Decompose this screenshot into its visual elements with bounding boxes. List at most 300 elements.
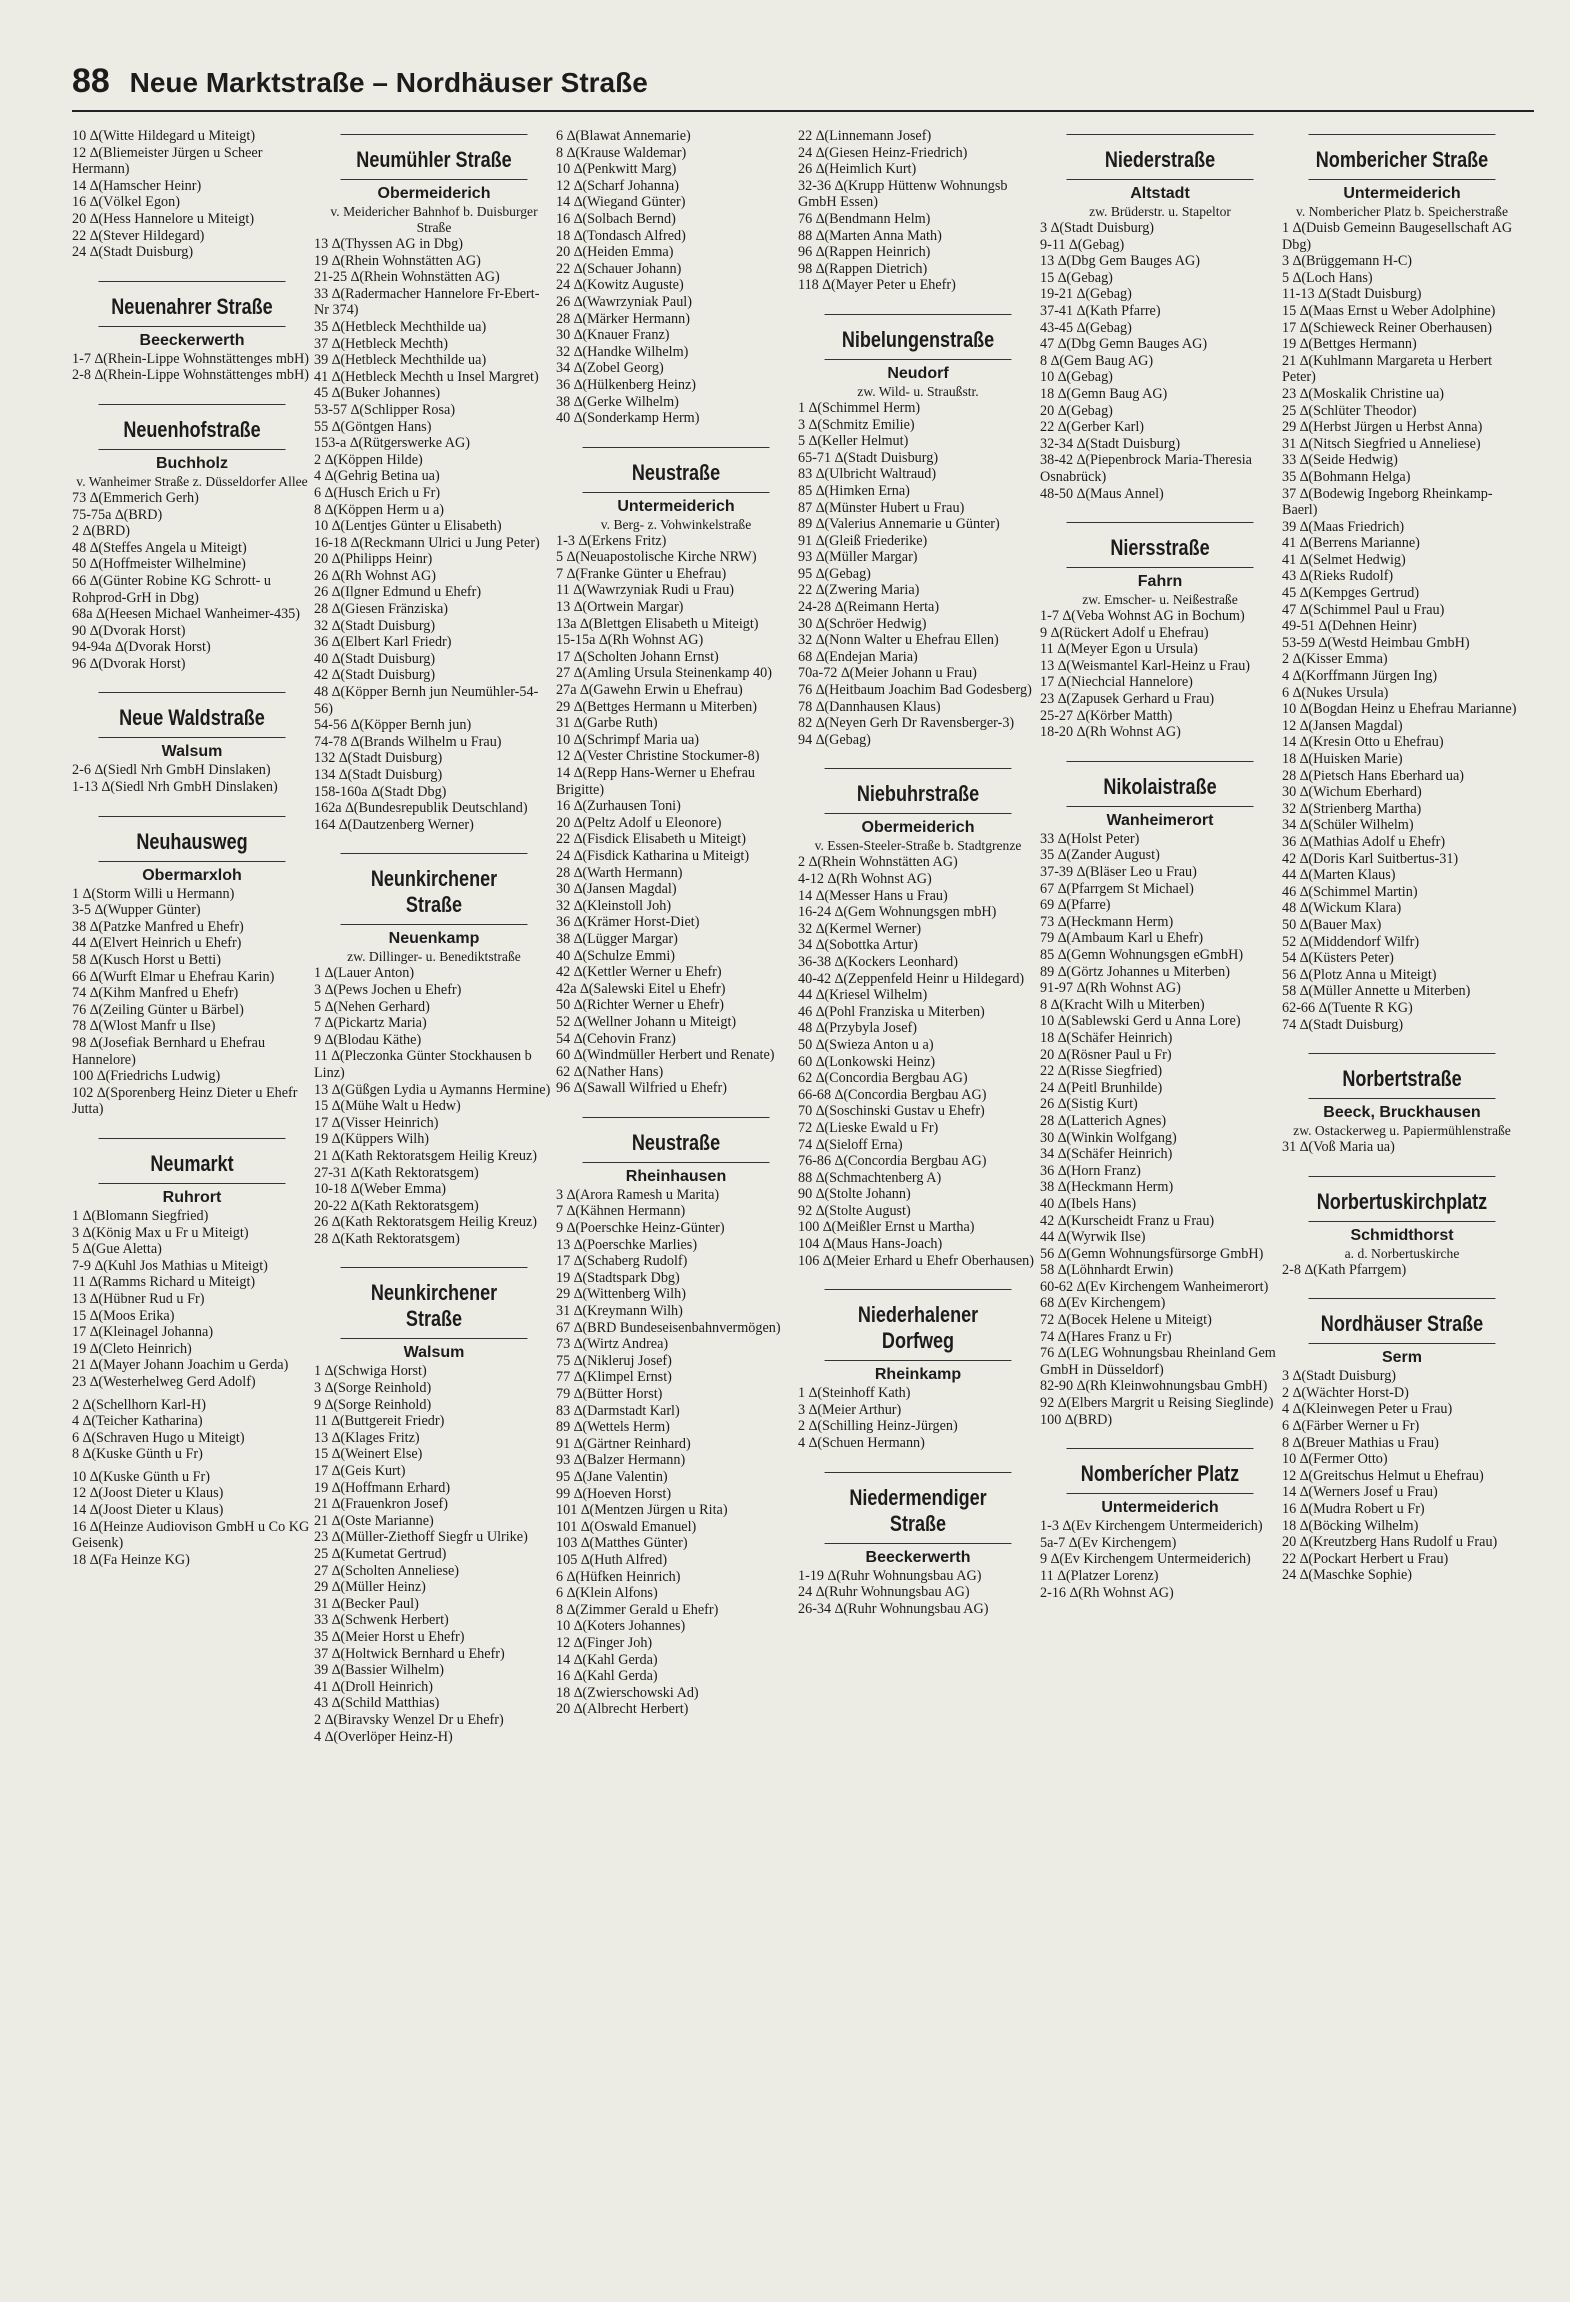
- address-entry: 16-24 ∆(Gem Wohnungsgen mbH): [798, 904, 997, 921]
- address-entry: 100 ∆(BRD): [1040, 1411, 1113, 1428]
- address-entry: 118 ∆(Mayer Peter u Ehefr): [798, 277, 956, 294]
- street-range-note: v. Meidericher Bahnhof b. Duisburger Straße: [330, 204, 538, 235]
- address-entry: 76 ∆(LEG Wohnungsbau Rheinland Gem GmbH in Düsseldorf): [1040, 1345, 1280, 1378]
- address-entry: 41 ∆(Selmet Hedwig): [1282, 551, 1406, 568]
- address-entry: 98 ∆(Josefiak Bernhard u Ehefrau Hannelore): [72, 1035, 269, 1068]
- directory-columns: [72, 128, 1534, 2278]
- address-entry: 9 ∆(Rückert Adolf u Ehefrau): [1040, 624, 1209, 641]
- street-range-note: zw. Wild- u. Straußstr.: [857, 383, 979, 399]
- address-entry: 87 ∆(Münster Hubert u Frau): [798, 499, 965, 516]
- address-entry: 8 ∆(Kracht Wilh u Miterben): [1040, 996, 1205, 1013]
- address-entry: 56 ∆(Gemn Wohnungsfürsorge GmbH): [1040, 1245, 1264, 1262]
- address-entry: 73 ∆(Emmerich Gerh): [72, 489, 199, 506]
- address-entry: 47 ∆(Dbg Gemn Bauges AG): [1040, 336, 1208, 353]
- district-name: Rheinkamp: [874, 1366, 962, 1384]
- address-entry: 2-8 ∆(Rhein-Lippe Wohnstättenges mbH): [72, 367, 309, 384]
- address-entry: 6 ∆(Färber Werner u Fr): [1282, 1418, 1420, 1435]
- address-entry: 83 ∆(Darmstadt Karl): [556, 1402, 680, 1419]
- address-entry: 82-90 ∆(Rh Kleinwohnungsbau GmbH): [1040, 1378, 1268, 1395]
- address-entry: 158-160a ∆(Stadt Dbg): [314, 783, 447, 800]
- address-entry: 78 ∆(Wlost Manfr u Ilse): [72, 1018, 216, 1035]
- street-heading: Neustraße: [583, 447, 770, 493]
- address-entry: 2-6 ∆(Siedl Nrh GmbH Dinslaken): [72, 762, 271, 779]
- address-entry: 44 ∆(Elvert Heinrich u Ehefr): [72, 935, 242, 952]
- address-entry: 67 ∆(BRD Bundeseisenbahnvermögen): [556, 1319, 781, 1336]
- address-entry: 12 ∆(Joost Dieter u Klaus): [72, 1485, 224, 1502]
- address-entry: 48-50 ∆(Maus Annel): [1040, 485, 1164, 502]
- address-entry: 1 ∆(Blomann Siegfried): [72, 1207, 209, 1224]
- address-entry: 10 ∆(Koters Johannes): [556, 1618, 686, 1635]
- address-entry: 2 ∆(Schellhorn Karl-H): [72, 1396, 206, 1413]
- address-entry: 24 ∆(Peitl Brunhilde): [1040, 1079, 1163, 1096]
- column-4: [798, 128, 1038, 2278]
- address-entry: 6 ∆(Nukes Ursula): [1282, 684, 1389, 701]
- address-entry: 68 ∆(Ev Kirchengem): [1040, 1295, 1166, 1312]
- address-entry: 16 ∆(Heinze Audiovison GmbH u Co KG Geisenk): [72, 1518, 313, 1552]
- street-range-note: v. Essen-Steeler-Straße b. Stadtgrenze: [814, 838, 1022, 854]
- column-5: [1040, 128, 1280, 2278]
- address-entry: 3 ∆(Arora Ramesh u Marita): [556, 1186, 720, 1203]
- address-entry: 82 ∆(Neyen Gerh Dr Ravensberger-3): [798, 715, 1015, 732]
- address-entry: 15-15a ∆(Rh Wohnst AG): [556, 632, 704, 649]
- address-entry: 32 ∆(Nonn Walter u Ehefrau Ellen): [798, 632, 999, 649]
- address-entry: 60-62 ∆(Ev Kirchengem Wanheimerort): [1040, 1278, 1269, 1295]
- street-heading: Neuenhofstraße: [99, 404, 286, 450]
- address-entry: 30 ∆(Jansen Magdal): [556, 881, 677, 898]
- district-name: Fahrn: [1137, 573, 1183, 591]
- address-entry: 21 ∆(Frauenkron Josef): [314, 1496, 448, 1513]
- address-entry: 15 ∆(Moos Erika): [72, 1307, 175, 1324]
- address-entry: 10 ∆(Bogdan Heinz u Ehefrau Marianne): [1282, 701, 1517, 718]
- address-entry: 54 ∆(Cehovin Franz): [556, 1030, 676, 1047]
- street-heading: Niederstraße: [1067, 134, 1254, 180]
- address-entry: 44 ∆(Marten Klaus): [1282, 867, 1396, 884]
- address-entry: 89 ∆(Görtz Johannes u Miterben): [1040, 963, 1230, 980]
- address-entry: 43-45 ∆(Gebag): [1040, 319, 1132, 336]
- address-entry: 78 ∆(Dannhausen Klaus): [798, 698, 941, 715]
- address-entry: 44 ∆(Kriesel Wilhelm): [798, 987, 928, 1004]
- address-entry: 95 ∆(Gebag): [798, 565, 871, 582]
- address-entry: 10 ∆(Schrimpf Maria ua): [556, 731, 700, 748]
- address-entry: 22 ∆(Gerber Karl): [1040, 419, 1145, 436]
- address-entry: 103 ∆(Matthes Günter): [556, 1535, 688, 1552]
- address-entry: 16 ∆(Kahl Gerda): [556, 1668, 658, 1685]
- address-entry: 39 ∆(Hetbleck Mechthilde ua): [314, 352, 487, 369]
- address-entry: 70 ∆(Soschinski Gustav u Ehefr): [798, 1103, 985, 1120]
- address-entry: 100 ∆(Meißler Ernst u Martha): [798, 1219, 975, 1236]
- address-entry: 4-12 ∆(Rh Wohnst AG): [798, 871, 932, 887]
- address-entry: 30 ∆(Schröer Hedwig): [798, 615, 927, 632]
- address-entry: 52 ∆(Middendorf Wilfr): [1282, 933, 1420, 950]
- address-entry: 16 ∆(Zurhausen Toni): [556, 798, 681, 815]
- address-entry: 89 ∆(Valerius Annemarie u Günter): [798, 516, 1000, 533]
- address-entry: 40-42 ∆(Zeppenfeld Heinr u Hildegard): [798, 970, 1025, 987]
- address-entry: 9 ∆(Ev Kirchengem Untermeiderich): [1040, 1551, 1251, 1568]
- address-entry: 20 ∆(Gebag): [1040, 402, 1113, 419]
- address-entry: 62 ∆(Concordia Bergbau AG): [798, 1070, 968, 1087]
- address-entry: 9 ∆(Blodau Käthe): [314, 1031, 422, 1048]
- address-entry: 13 ∆(Güßgen Lydia u Aymanns Hermine): [314, 1081, 551, 1098]
- address-entry: 96 ∆(Rappen Heinrich): [798, 244, 931, 261]
- address-entry: 48 ∆(Wickum Klara): [1282, 900, 1402, 917]
- address-entry: 39 ∆(Bassier Wilhelm): [314, 1662, 444, 1679]
- address-entry: 24 ∆(Fisdick Katharina u Miteigt): [556, 847, 750, 864]
- address-entry: 3-5 ∆(Wupper Günter): [72, 902, 201, 919]
- address-entry: 75 ∆(Nikleruj Josef): [556, 1352, 672, 1369]
- street-heading: Niederhalener Dorfweg: [825, 1289, 1012, 1361]
- address-entry: 69 ∆(Pfarre): [1040, 897, 1111, 914]
- address-entry: 35 ∆(Bohmann Helga): [1282, 468, 1411, 485]
- address-entry: 17 ∆(Schaberg Rudolf): [556, 1253, 688, 1270]
- address-entry: 47 ∆(Schimmel Paul u Frau): [1282, 601, 1445, 618]
- street-heading: Niedermendiger Straße: [825, 1472, 1012, 1544]
- address-entry: 8 ∆(Gem Baug AG): [1040, 352, 1154, 369]
- address-entry: 101 ∆(Oswald Emanuel): [556, 1518, 697, 1535]
- address-entry: 15 ∆(Mühe Walt u Hedw): [314, 1098, 461, 1115]
- column-1: [72, 128, 312, 2278]
- address-entry: 18 ∆(Gemn Baug AG): [1040, 385, 1168, 402]
- address-entry: 14 ∆(Joost Dieter u Klaus): [72, 1502, 224, 1519]
- address-entry: 1-3 ∆(Erkens Fritz): [556, 532, 667, 549]
- address-entry: 74 ∆(Stadt Duisburg): [1282, 1016, 1404, 1033]
- district-name: Beeckerwerth: [139, 331, 245, 349]
- district-name: Wanheimerort: [1106, 811, 1214, 829]
- address-entry: 73 ∆(Heckmann Herm): [1040, 913, 1174, 930]
- address-entry: 38 ∆(Patzke Manfred u Ehefr): [72, 918, 244, 935]
- address-entry: 35 ∆(Hetbleck Mechthilde ua): [314, 318, 487, 335]
- address-entry: 19 ∆(Bettges Hermann): [1282, 336, 1417, 353]
- page-header: [72, 62, 648, 101]
- address-entry: 56 ∆(Plotz Anna u Miteigt): [1282, 966, 1437, 983]
- address-entry: 53-57 ∆(Schlipper Rosa): [314, 401, 456, 418]
- address-entry: 32 ∆(Handke Wilhelm): [556, 343, 689, 360]
- district-name: Obermarxloh: [142, 866, 242, 884]
- address-entry: 164 ∆(Dautzenberg Werner): [314, 816, 474, 833]
- address-entry: 26 ∆(Kath Rektoratsgem Heilig Kreuz): [314, 1214, 538, 1231]
- street-range-note: zw. Ostackerweg u. Papiermühlenstraße: [1293, 1123, 1511, 1139]
- district-name: Beeck, Bruckhausen: [1323, 1104, 1481, 1122]
- address-entry: 26 ∆(Ilgner Edmund u Ehefr): [314, 584, 482, 601]
- address-entry: 12 ∆(Vester Christine Stockumer-8): [556, 748, 760, 765]
- address-entry: 11 ∆(Wawrzyniak Rudi u Frau): [556, 582, 735, 599]
- address-entry: 23 ∆(Westerhelweg Gerd Adolf): [72, 1373, 256, 1390]
- address-entry: 24 ∆(Stadt Duisburg): [72, 244, 194, 261]
- address-entry: 20 ∆(Albrecht Herbert): [556, 1701, 689, 1718]
- address-entry: 11 ∆(Ramms Richard u Miteigt): [72, 1274, 256, 1291]
- address-entry: 48 ∆(Köpper Bernh jun Neumühler-54-56): [314, 684, 539, 717]
- address-entry: 72 ∆(Bocek Helene u Miteigt): [1040, 1312, 1212, 1329]
- address-entry: 1 ∆(Lauer Anton): [314, 965, 415, 982]
- address-entry: 20-22 ∆(Kath Rektoratsgem): [314, 1197, 479, 1214]
- address-entry: 38 ∆(Lügger Margar): [556, 930, 678, 947]
- address-entry: 5 ∆(Loch Hans): [1282, 269, 1373, 286]
- address-entry: 8 ∆(Zimmer Gerald u Ehefr): [556, 1601, 719, 1618]
- address-entry: 36-38 ∆(Kockers Leonhard): [798, 953, 958, 970]
- address-entry: 21 ∆(Kuhlmann Margareta u Herbert Peter): [1282, 352, 1496, 386]
- district-name: Walsum: [403, 1344, 465, 1362]
- address-entry: 48 ∆(Przybyla Josef): [798, 1020, 918, 1037]
- address-entry: 54-56 ∆(Köpper Bernh jun): [314, 717, 472, 734]
- address-entry: 16 ∆(Solbach Bernd): [556, 210, 676, 227]
- address-entry: 13 ∆(Poerschke Marlies): [556, 1236, 698, 1253]
- address-entry: 33 ∆(Radermacher Hannelore Fr-Ebert-Nr 374): [314, 285, 540, 319]
- address-entry: 88 ∆(Schmachtenberg A): [798, 1169, 942, 1186]
- address-entry: 20 ∆(Kreutzberg Hans Rudolf u Frau): [1282, 1534, 1498, 1551]
- address-entry: 39 ∆(Maas Friedrich): [1282, 518, 1405, 535]
- address-entry: 37 ∆(Holtwick Bernhard u Ehefr): [314, 1645, 505, 1662]
- address-entry: 30 ∆(Knauer Franz): [556, 327, 670, 344]
- address-entry: 46 ∆(Schimmel Martin): [1282, 883, 1418, 900]
- street-range-note: zw. Brüderstr. u. Stapeltor: [1089, 204, 1231, 219]
- address-entry: 3 ∆(Sorge Reinhold): [314, 1380, 432, 1397]
- address-entry: 10-18 ∆(Weber Emma): [314, 1181, 447, 1198]
- address-entry: 21 ∆(Oste Marianne): [314, 1512, 434, 1529]
- address-entry: 17 ∆(Kleinagel Johanna): [72, 1324, 214, 1341]
- address-entry: 96 ∆(Dvorak Horst): [72, 655, 186, 672]
- address-entry: 5 ∆(Nehen Gerhard): [314, 998, 430, 1015]
- address-entry: 50 ∆(Bauer Max): [1282, 916, 1382, 933]
- district-name: Altstadt: [1130, 185, 1190, 202]
- street-range-note: zw. Emscher- u. Neißestraße: [1082, 592, 1238, 608]
- address-entry: 106 ∆(Meier Erhard u Ehefr Oberhausen): [798, 1252, 1034, 1269]
- address-entry: 100 ∆(Friedrichs Ludwig): [72, 1068, 221, 1085]
- address-entry: 22 ∆(Pockart Herbert u Frau): [1282, 1550, 1449, 1567]
- address-entry: 74 ∆(Hares Franz u Fr): [1040, 1328, 1172, 1345]
- address-entry: 32 ∆(Stadt Duisburg): [314, 617, 436, 634]
- address-entry: 42 ∆(Kettler Werner u Ehefr): [556, 964, 722, 981]
- address-entry: 13 ∆(Thyssen AG in Dbg): [314, 236, 463, 252]
- address-entry: 28 ∆(Pietsch Hans Eberhard ua): [1282, 767, 1465, 784]
- address-entry: 13 ∆(Ortwein Margar): [556, 599, 684, 616]
- address-entry: 15 ∆(Weinert Else): [314, 1446, 423, 1463]
- address-entry: 38 ∆(Gerke Wilhelm): [556, 393, 679, 410]
- address-entry: 40 ∆(Stadt Duisburg): [314, 650, 436, 667]
- address-entry: 36 ∆(Hülkenberg Heinz): [556, 376, 697, 393]
- address-entry: 28 ∆(Latterich Agnes): [1040, 1112, 1167, 1129]
- address-entry: 10 ∆(Sablewski Gerd u Anna Lore): [1040, 1013, 1241, 1030]
- address-entry: 134 ∆(Stadt Duisburg): [314, 767, 443, 783]
- address-entry: 38 ∆(Heckmann Herm): [1040, 1179, 1174, 1196]
- address-entry: 6 ∆(Schraven Hugo u Miteigt): [72, 1429, 245, 1446]
- address-entry: 34 ∆(Schüler Wilhelm): [1282, 817, 1414, 834]
- street-range-note: zw. Dillinger- u. Benediktstraße: [347, 949, 521, 965]
- address-entry: 76 ∆(Heitbaum Joachim Bad Godesberg): [798, 682, 1032, 699]
- address-entry: 23 ∆(Moskalik Christine ua): [1282, 385, 1444, 402]
- address-entry: 102 ∆(Sporenberg Heinz Dieter u Ehefr Jutta): [72, 1084, 302, 1118]
- address-entry: 7 ∆(Franke Günter u Ehefrau): [556, 565, 727, 582]
- address-entry: 101 ∆(Mentzen Jürgen u Rita): [556, 1502, 728, 1519]
- address-entry: 90 ∆(Stolte Johann): [798, 1186, 911, 1203]
- address-entry: 42 ∆(Kurscheidt Franz u Frau): [1040, 1212, 1215, 1229]
- address-entry: 76 ∆(Bendmann Helm): [798, 210, 931, 227]
- address-entry: 2 ∆(Kisser Emma): [1282, 651, 1388, 668]
- address-entry: 76-86 ∆(Concordia Bergbau AG): [798, 1153, 987, 1170]
- address-entry: 94-94a ∆(Dvorak Horst): [72, 639, 211, 656]
- address-entry: 26-34 ∆(Ruhr Wohnungsbau AG): [798, 1600, 989, 1617]
- address-entry: 3 ∆(Stadt Duisburg): [1282, 1368, 1397, 1385]
- address-entry: 9 ∆(Sorge Reinhold): [314, 1396, 432, 1413]
- address-entry: 25 ∆(Schlüter Theodor): [1282, 402, 1417, 419]
- address-entry: 79 ∆(Bütter Horst): [556, 1386, 663, 1402]
- address-entry: 14 ∆(Wiegand Günter): [556, 194, 686, 211]
- address-entry: 42 ∆(Doris Karl Suitbertus-31): [1282, 850, 1459, 867]
- address-entry: 7-9 ∆(Kuhl Jos Mathias u Miteigt): [72, 1257, 268, 1274]
- address-entry: 46 ∆(Pohl Franziska u Miterben): [798, 1003, 985, 1020]
- address-entry: 10 ∆(Fermer Otto): [1282, 1451, 1388, 1468]
- address-entry: 1-19 ∆(Ruhr Wohnungsbau AG): [798, 1567, 982, 1584]
- address-entry: 68 ∆(Endejan Maria): [798, 648, 918, 665]
- address-entry: 92 ∆(Elbers Margrit u Reising Sieglinde): [1040, 1395, 1274, 1412]
- district-name: Neudorf: [887, 364, 949, 382]
- address-entry: 4 ∆(Overlöper Heinz-H): [314, 1728, 453, 1745]
- address-entry: 36 ∆(Krämer Horst-Diet): [556, 914, 700, 931]
- address-entry: 31 ∆(Kreymann Wilh): [556, 1303, 683, 1320]
- street-heading: Nibelungenstraße: [825, 314, 1012, 360]
- address-entry: 13 ∆(Klages Fritz): [314, 1429, 420, 1446]
- address-entry: 3 ∆(Pews Jochen u Ehefr): [314, 981, 462, 998]
- address-entry: 32 ∆(Kermel Werner): [798, 920, 922, 937]
- address-entry: 45 ∆(Buker Johannes): [314, 385, 441, 402]
- address-entry: 14 ∆(Hamscher Heinr): [72, 177, 202, 194]
- address-entry: 10 ∆(Gebag): [1040, 369, 1113, 386]
- address-entry: 18 ∆(Schäfer Heinrich): [1040, 1029, 1173, 1046]
- address-entry: 93 ∆(Balzer Hermann): [556, 1452, 686, 1469]
- address-entry: 4 ∆(Korffmann Jürgen Ing): [1282, 668, 1438, 685]
- address-entry: 76 ∆(Zeiling Günter u Bärbel): [72, 1001, 244, 1018]
- address-entry: 91 ∆(Gleiß Friederike): [798, 532, 928, 549]
- street-heading: Nombericher Straße: [1309, 134, 1496, 180]
- address-entry: 23 ∆(Zapusek Gerhard u Frau): [1040, 691, 1215, 708]
- address-entry: 12 ∆(Finger Joh): [556, 1634, 653, 1651]
- address-entry: 3 ∆(Brüggemann H-C): [1282, 253, 1413, 270]
- address-entry: 11 ∆(Platzer Lorenz): [1040, 1568, 1159, 1584]
- address-entry: 20 ∆(Rösner Paul u Fr): [1040, 1046, 1172, 1063]
- page-number: 88: [72, 62, 110, 100]
- address-entry: 6 ∆(Husch Erich u Fr): [314, 484, 441, 501]
- district-name: Serm: [1381, 1349, 1423, 1367]
- address-entry: 20 ∆(Peltz Adolf u Eleonore): [556, 814, 722, 831]
- address-entry: 77 ∆(Klimpel Ernst): [556, 1369, 672, 1386]
- street-heading: Neunkirchener Straße: [341, 853, 528, 925]
- district-name: Untermeiderich: [1343, 185, 1461, 202]
- address-entry: 11 ∆(Pleczonka Günter Stockhausen b Linz): [314, 1048, 536, 1081]
- address-entry: 35 ∆(Zander August): [1040, 847, 1160, 864]
- address-entry: 17 ∆(Schieweck Reiner Oberhausen): [1282, 319, 1492, 336]
- address-entry: 21-25 ∆(Rhein Wohnstätten AG): [314, 269, 500, 286]
- address-entry: 11-13 ∆(Stadt Duisburg): [1282, 286, 1422, 303]
- address-entry: 22 ∆(Zwering Maria): [798, 582, 920, 599]
- address-entry: 36 ∆(Elbert Karl Friedr): [314, 634, 452, 651]
- address-entry: 1-13 ∆(Siedl Nrh GmbH Dinslaken): [72, 779, 278, 796]
- address-entry: 37-41 ∆(Kath Pfarre): [1040, 302, 1161, 319]
- address-entry: 37 ∆(Bodewig Ingeborg Rheinkamp-Baerl): [1282, 485, 1493, 519]
- address-entry: 6 ∆(Klein Alfons): [556, 1585, 658, 1602]
- district-name: Rheinhausen: [625, 1167, 727, 1185]
- address-entry: 4 ∆(Gehrig Betina ua): [314, 468, 440, 485]
- address-entry: 20 ∆(Hess Hannelore u Miteigt): [72, 210, 255, 227]
- address-entry: 44 ∆(Wyrwik Ilse): [1040, 1229, 1146, 1246]
- district-name: Obermeiderich: [377, 185, 491, 202]
- street-heading: Neue Waldstraße: [99, 692, 286, 738]
- address-entry: 70a-72 ∆(Meier Johann u Frau): [798, 665, 977, 682]
- address-entry: 6 ∆(Hüfken Heinrich): [556, 1568, 681, 1585]
- address-entry: 48 ∆(Steffes Angela u Miteigt): [72, 539, 247, 556]
- column-6: [1282, 128, 1522, 2278]
- address-entry: 6 ∆(Blawat Annemarie): [556, 128, 691, 144]
- street-range-note: a. d. Norbertuskirche: [1344, 1245, 1460, 1261]
- address-entry: 83 ∆(Ulbricht Waltraud): [798, 466, 937, 483]
- address-entry: 1 ∆(Schwiga Horst): [314, 1363, 427, 1380]
- address-entry: 73 ∆(Wirtz Andrea): [556, 1336, 669, 1353]
- address-entry: 68a ∆(Heesen Michael Wanheimer-435): [72, 606, 300, 623]
- address-entry: 18 ∆(Huisken Marie): [1282, 751, 1403, 767]
- address-entry: 33 ∆(Schwenk Herbert): [314, 1612, 449, 1629]
- address-entry: 91 ∆(Gärtner Reinhard): [556, 1435, 691, 1452]
- address-entry: 19 ∆(Stadtspark Dbg): [556, 1269, 680, 1286]
- address-entry: 1-7 ∆(Veba Wohnst AG in Bochum): [1040, 608, 1245, 625]
- address-entry: 20 ∆(Heiden Emma): [556, 244, 674, 261]
- address-entry: 1 ∆(Schimmel Herm): [798, 399, 921, 416]
- address-entry: 18 ∆(Zwierschowski Ad): [556, 1684, 699, 1701]
- address-entry: 2-16 ∆(Rh Wohnst AG): [1040, 1584, 1174, 1601]
- address-entry: 13 ∆(Dbg Gem Bauges AG): [1040, 253, 1200, 270]
- address-entry: 17 ∆(Geis Kurt): [314, 1463, 406, 1480]
- address-entry: 23 ∆(Müller-Ziethoff Siegfr u Ulrike): [314, 1529, 528, 1546]
- column-2: [314, 128, 554, 2278]
- address-entry: 95 ∆(Jane Valentin): [556, 1468, 668, 1485]
- address-entry: 27 ∆(Amling Ursula Steinenkamp 40): [556, 665, 772, 682]
- address-entry: 91-97 ∆(Rh Wohnst AG): [1040, 980, 1181, 997]
- street-heading: Nikolaistraße: [1067, 761, 1254, 807]
- header-rule: [72, 110, 1534, 112]
- address-entry: 12 ∆(Greitschus Helmut u Ehefrau): [1282, 1467, 1484, 1484]
- street-heading: Neumarkt: [99, 1138, 286, 1184]
- address-entry: 40 ∆(Ibels Hans): [1040, 1195, 1137, 1212]
- address-entry: 24 ∆(Ruhr Wohnungsbau AG): [798, 1584, 970, 1601]
- address-entry: 29 ∆(Wittenberg Wilh): [556, 1286, 686, 1303]
- address-entry: 22 ∆(Schauer Johann): [556, 260, 682, 277]
- address-entry: 27-31 ∆(Kath Rektoratsgem): [314, 1164, 479, 1181]
- address-entry: 2 ∆(Biravsky Wenzel Dr u Ehefr): [314, 1711, 504, 1728]
- address-entry: 50 ∆(Swieza Anton u a): [798, 1036, 934, 1053]
- address-entry: 9-11 ∆(Gebag): [1040, 236, 1125, 253]
- address-entry: 32-36 ∆(Krupp Hüttenw Wohnungsb GmbH Essen): [798, 177, 1011, 211]
- address-entry: 3 ∆(Stadt Duisburg): [1040, 220, 1155, 236]
- address-entry: 58 ∆(Müller Annette u Miterben): [1282, 983, 1471, 1000]
- address-entry: 58 ∆(Kusch Horst u Betti): [72, 952, 221, 969]
- address-entry: 34 ∆(Sobottka Artur): [798, 937, 918, 954]
- address-entry: 17 ∆(Scholten Johann Ernst): [556, 648, 719, 665]
- address-entry: 25 ∆(Kumetat Gertrud): [314, 1546, 447, 1562]
- address-entry: 32 ∆(Kleinstoll Joh): [556, 897, 672, 914]
- address-entry: 13a ∆(Blettgen Elisabeth u Miteigt): [556, 615, 759, 632]
- district-name: Walsum: [161, 743, 223, 761]
- address-entry: 21 ∆(Mayer Johann Joachim u Gerda): [72, 1357, 289, 1374]
- address-entry: 14 ∆(Messer Hans u Frau): [798, 887, 948, 904]
- address-entry: 31 ∆(Nitsch Siegfried u Anneliese): [1282, 435, 1481, 452]
- address-entry: 14 ∆(Werners Josef u Frau): [1282, 1484, 1438, 1501]
- address-entry: 18 ∆(Böcking Wilhelm): [1282, 1517, 1419, 1534]
- address-entry: 1 ∆(Duisb Gemeinn Baugesellschaft AG Dbg): [1282, 220, 1516, 253]
- address-entry: 7 ∆(Pickartz Maria): [314, 1015, 427, 1032]
- address-entry: 74 ∆(Kihm Manfred u Ehefr): [72, 985, 239, 1002]
- address-entry: 10 ∆(Witte Hildegard u Miteigt): [72, 128, 256, 144]
- address-entry: 15 ∆(Gebag): [1040, 269, 1113, 286]
- address-entry: 10 ∆(Kuske Günth u Fr): [72, 1468, 210, 1485]
- street-heading: Niersstraße: [1067, 522, 1254, 568]
- address-entry: 60 ∆(Windmüller Herbert und Renate): [556, 1047, 775, 1064]
- address-entry: 42a ∆(Salewski Eitel u Ehefr): [556, 980, 726, 997]
